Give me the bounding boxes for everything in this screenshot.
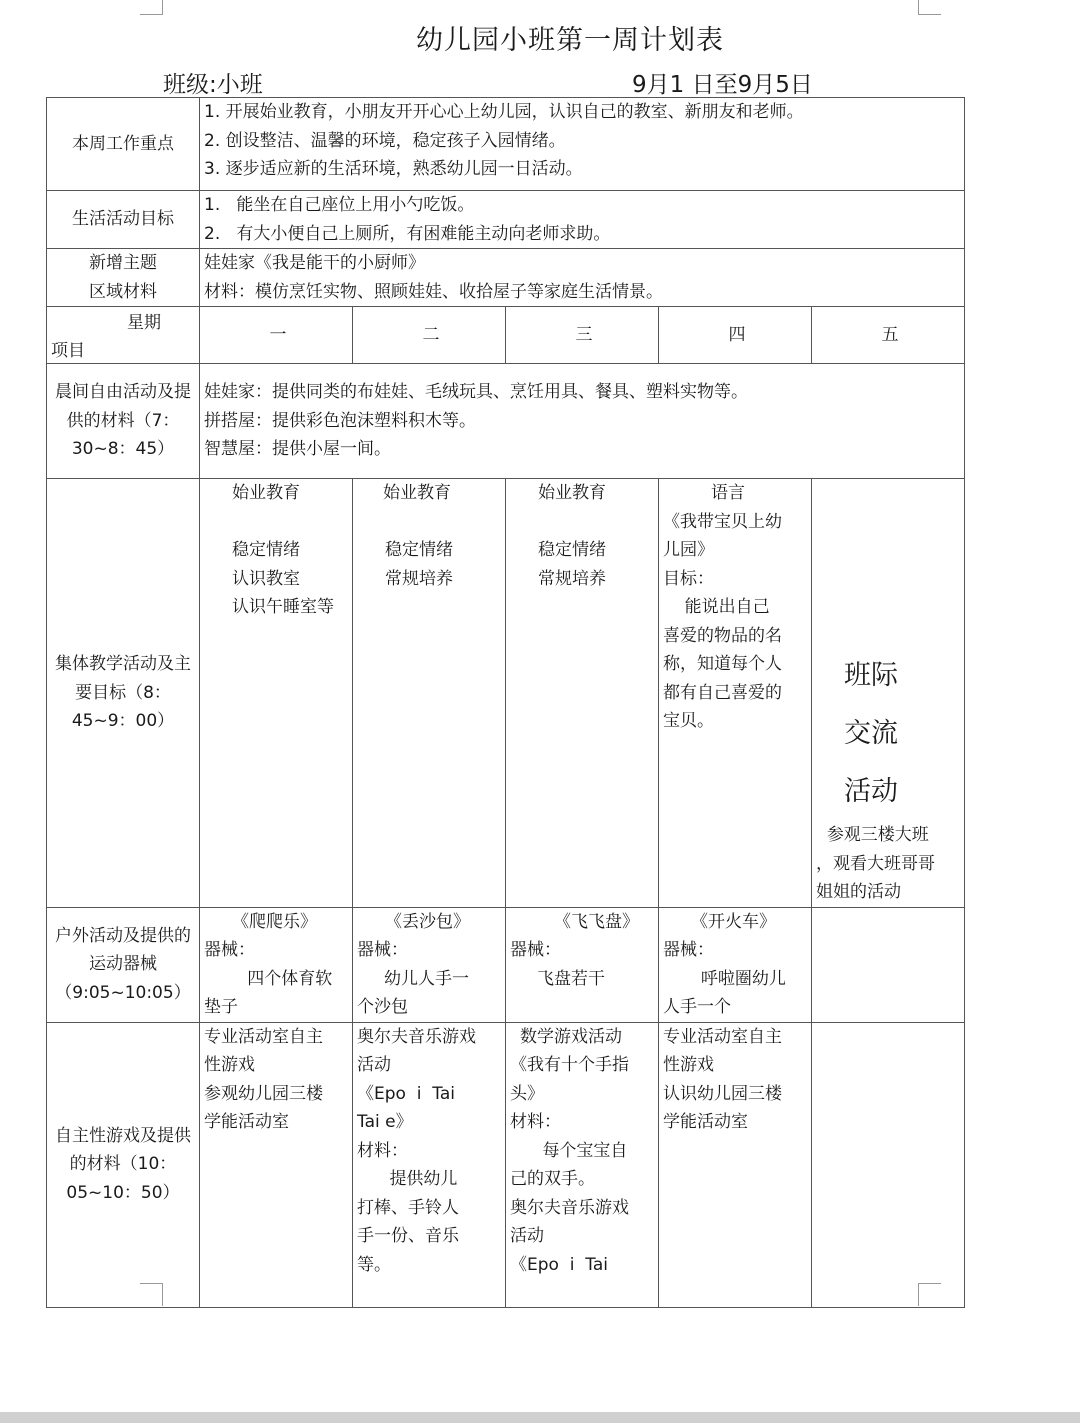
teaching-line: 始业教育: [538, 483, 606, 503]
life-goals-content: [200, 191, 965, 249]
outdoor-tue: [353, 907, 506, 1022]
focus-line: 1. 开展始业教育，小朋友开开心心上幼儿园，认识自己的教室、新朋友和老师。: [204, 102, 804, 122]
outdoor-thu: [659, 907, 812, 1022]
free-play-wed: [506, 1022, 659, 1307]
teaching-thu: [659, 479, 812, 908]
label-theme: [47, 249, 200, 307]
free-play-line: 头》: [510, 1083, 544, 1104]
teaching-line: [510, 508, 658, 537]
free-play-line: 数学游戏活动: [520, 1026, 622, 1047]
free-play-line: 活动: [357, 1055, 391, 1075]
day-fri: 五: [812, 307, 965, 364]
weekly-plan-table: [46, 97, 965, 1308]
free-play-line: 性游戏: [663, 1055, 714, 1075]
row-weekly-focus: [47, 98, 965, 191]
row-teaching: [47, 479, 965, 908]
free-play-line: 参观幼儿园三楼: [204, 1083, 323, 1104]
header-corner: [47, 307, 200, 364]
day-thu: 四: [659, 307, 812, 364]
label-theme-2: 区域材料: [89, 281, 157, 302]
outdoor-line: 《开火车》: [691, 911, 776, 932]
weekly-focus-content: [200, 98, 965, 191]
fri-big-line: 班际: [844, 660, 898, 691]
row-theme: [47, 249, 965, 307]
free-play-line: 奥尔夫音乐游戏: [357, 1026, 476, 1047]
free-play-line: 认识幼儿园三楼: [663, 1083, 782, 1104]
theme-content: [200, 249, 965, 307]
teaching-line: 稳定情绪: [538, 540, 606, 560]
outdoor-line: 飞盘若干: [510, 968, 606, 989]
outdoor-line: 器械：: [357, 940, 408, 960]
outdoor-line: 垫子: [204, 997, 238, 1017]
teaching-line: [357, 508, 505, 537]
life-line: 2. 有大小便自己上厕所，有困难能主动向老师求助。: [204, 223, 611, 244]
teaching-wed: [506, 479, 659, 908]
free-play-line: 材料：: [510, 1112, 561, 1132]
crop-mark-top-left: [140, 0, 163, 15]
free-play-line: 性游戏: [204, 1055, 255, 1075]
teaching-line: 称，知道每个人: [663, 654, 782, 674]
teaching-fri: [812, 479, 965, 908]
outdoor-line: 器械：: [510, 940, 561, 960]
teaching-line: 目标：: [663, 568, 714, 589]
theme-line: 娃娃家《我是能干的小厨师》: [204, 253, 425, 273]
day-tue: 二: [353, 307, 506, 364]
label-teaching: 集体教学活动及主要目标（8：45~9：00）: [47, 479, 200, 908]
outdoor-line: 器械：: [204, 940, 255, 960]
outdoor-wed: [506, 907, 659, 1022]
free-play-line: 《Epo i Tai: [510, 1254, 608, 1275]
free-play-line: 己的双手。: [510, 1169, 595, 1189]
date-range: 9月1 日至9月5日: [632, 72, 813, 98]
outdoor-line: 《爬爬乐》: [232, 911, 317, 932]
free-play-line: 《我有十个手指: [510, 1055, 629, 1075]
outdoor-line: 呼啦圈幼儿: [663, 968, 786, 989]
free-play-line: 《Epo i Tai: [357, 1083, 455, 1104]
free-play-line: 学能活动室: [663, 1112, 748, 1132]
teaching-line: 认识教室: [232, 568, 300, 589]
row-outdoor: [47, 907, 965, 1022]
morning-line: 智慧屋：提供小屋一间。: [204, 439, 391, 460]
teaching-line: 都有自己喜爱的: [663, 682, 782, 703]
teaching-line: 常规培养: [538, 568, 606, 589]
bottom-scrollbar[interactable]: [0, 1412, 1080, 1423]
free-play-line: Tai e》: [357, 1112, 413, 1132]
outdoor-line: 器械：: [663, 940, 714, 960]
header-item: 项目: [51, 341, 85, 361]
day-wed: 三: [506, 307, 659, 364]
label-morning: 晨间自由活动及提供的材料（7：30~8：45）: [47, 364, 200, 479]
free-play-line: 提供幼儿: [357, 1169, 458, 1189]
teaching-line: 喜爱的物品的名: [663, 625, 782, 646]
morning-content: [200, 364, 965, 479]
free-play-mon: [200, 1022, 353, 1307]
free-play-line: 等。: [357, 1254, 391, 1275]
label-free-play: 自主性游戏及提供的材料（10：05~10：50）: [47, 1022, 200, 1307]
row-morning: [47, 364, 965, 479]
free-play-tue: [353, 1022, 506, 1307]
free-play-fri: [812, 1022, 965, 1307]
focus-line: 2. 创设整洁、温馨的环境，稳定孩子入园情绪。: [204, 130, 566, 151]
free-play-thu: [659, 1022, 812, 1307]
outdoor-line: 《丢沙包》: [385, 911, 470, 932]
teaching-mon: [200, 479, 353, 908]
fri-big-line: 活动: [844, 776, 898, 807]
free-play-line: 活动: [510, 1226, 544, 1246]
teaching-line: 《我带宝贝上幼: [663, 511, 782, 532]
outdoor-mon: [200, 907, 353, 1022]
label-life-goals: 生活活动目标: [47, 191, 200, 249]
day-mon: 一: [200, 307, 353, 364]
row-header: [47, 307, 965, 364]
row-free-play: [47, 1022, 965, 1307]
morning-line: 娃娃家：提供同类的布娃娃、毛绒玩具、烹饪用具、餐具、塑料实物等。: [204, 382, 748, 403]
fri-big-line: 交流: [844, 718, 898, 749]
outdoor-line: 四个体育软: [204, 968, 333, 989]
free-play-line: 专业活动室自主: [204, 1026, 323, 1047]
teaching-line: 始业教育: [383, 483, 451, 503]
free-play-line: 打棒、手铃人: [357, 1197, 459, 1218]
outdoor-line: 个沙包: [357, 997, 408, 1017]
teaching-line: 认识午睡室等: [232, 597, 334, 617]
teaching-line: 稳定情绪: [232, 540, 300, 560]
outdoor-line: 幼儿人手一: [357, 968, 470, 989]
free-play-line: 专业活动室自主: [663, 1026, 782, 1047]
teaching-line: ，观看大班哥哥: [816, 853, 935, 874]
teaching-tue: [353, 479, 506, 908]
teaching-line: 儿园》: [663, 540, 714, 560]
free-play-line: 每个宝宝自: [510, 1140, 628, 1161]
teaching-line: 语言: [711, 483, 745, 503]
focus-line: 3. 逐步适应新的生活环境，熟悉幼儿园一日活动。: [204, 159, 583, 179]
teaching-line: 参观三楼大班: [816, 825, 929, 845]
crop-mark-top-right: [918, 0, 941, 15]
life-line: 1. 能坐在自己座位上用小勺吃饭。: [204, 195, 475, 215]
row-life-goals: [47, 191, 965, 249]
page-title: 幼儿园小班第一周计划表: [416, 25, 724, 56]
theme-line: 材料：模仿烹饪实物、照顾娃娃、收拾屋子等家庭生活情景。: [204, 281, 663, 302]
outdoor-line: 《飞飞盘》: [554, 911, 639, 932]
teaching-line: 常规培养: [385, 568, 453, 589]
outdoor-fri: [812, 907, 965, 1022]
teaching-line: 能说出自己: [663, 597, 770, 617]
teaching-line: [204, 508, 352, 537]
header-week: 星期: [127, 313, 161, 333]
free-play-line: 奥尔夫音乐游戏: [510, 1197, 629, 1218]
free-play-line: 学能活动室: [204, 1112, 289, 1132]
teaching-line: 稳定情绪: [385, 540, 453, 560]
outdoor-line: 人手一个: [663, 997, 731, 1017]
teaching-line: 始业教育: [232, 483, 300, 503]
label-weekly-focus: 本周工作重点: [47, 98, 200, 191]
label-theme-1: 新增主题: [89, 253, 157, 273]
morning-line: 拼搭屋：提供彩色泡沫塑料积木等。: [204, 410, 476, 431]
class-label: 班级:小班: [163, 72, 263, 98]
label-outdoor: 户外活动及提供的运动器械（9:05~10:05）: [47, 907, 200, 1022]
teaching-line: 宝贝。: [663, 711, 714, 731]
teaching-line: 姐姐的活动: [816, 882, 901, 902]
free-play-line: 材料：: [357, 1140, 408, 1161]
free-play-line: 手一份、音乐: [357, 1226, 459, 1246]
